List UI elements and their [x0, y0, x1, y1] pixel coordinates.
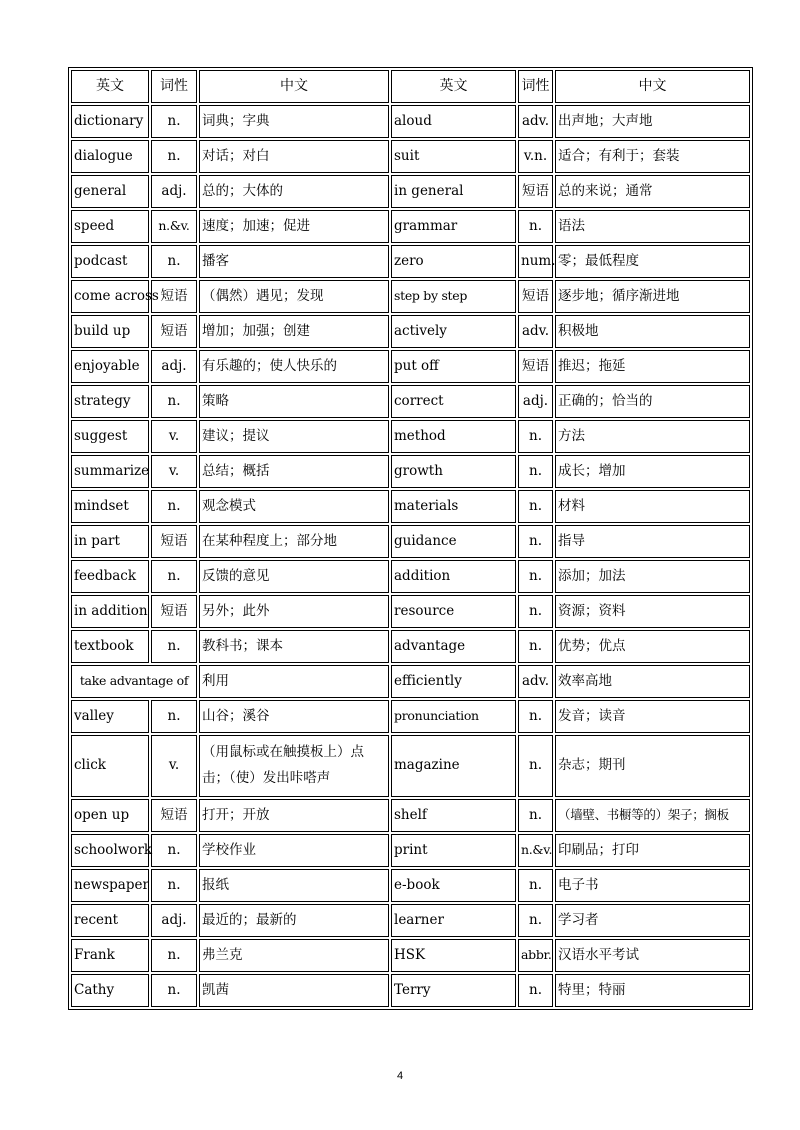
chinese-meaning: 利用	[199, 665, 389, 698]
english-word: open up	[71, 799, 149, 832]
chinese-meaning: 打开；开放	[199, 799, 389, 832]
part-of-speech: n.	[151, 140, 197, 173]
part-of-speech: n.	[151, 869, 197, 902]
english-word: method	[391, 420, 516, 453]
english-word: grammar	[391, 210, 516, 243]
chinese-meaning: 总的来说；通常	[555, 175, 750, 208]
part-of-speech: num.	[518, 245, 553, 278]
part-of-speech: n.&v.	[151, 210, 197, 243]
english-word: e-book	[391, 869, 516, 902]
english-word: click	[71, 735, 149, 797]
chinese-meaning: 报纸	[199, 869, 389, 902]
table-row	[71, 869, 750, 902]
english-word: Cathy	[71, 974, 149, 1007]
part-of-speech: n.	[518, 630, 553, 663]
table-row	[71, 245, 750, 278]
part-of-speech: n.	[518, 799, 553, 832]
chinese-meaning: 建议；提议	[199, 420, 389, 453]
table-row	[71, 974, 750, 1007]
chinese-meaning: 词典；字典	[199, 105, 389, 138]
part-of-speech: v.	[151, 735, 197, 797]
english-word: Frank	[71, 939, 149, 972]
table-row	[71, 140, 750, 173]
chinese-meaning: 印刷品；打印	[555, 834, 750, 867]
part-of-speech: 短语	[151, 799, 197, 832]
chinese-meaning: 发音；读音	[555, 700, 750, 733]
english-word: mindset	[71, 490, 149, 523]
part-of-speech: n.	[518, 420, 553, 453]
chinese-meaning: 零；最低程度	[555, 245, 750, 278]
chinese-meaning: （偶然）遇见；发现	[199, 280, 389, 313]
header-part-of-speech: 词性	[518, 70, 553, 103]
chinese-meaning: 资源；资料	[555, 595, 750, 628]
english-word: suit	[391, 140, 516, 173]
part-of-speech: n.	[151, 974, 197, 1007]
part-of-speech: n.&v.	[518, 834, 553, 867]
part-of-speech: n.	[151, 834, 197, 867]
part-of-speech: 短语	[518, 350, 553, 383]
table-row	[71, 799, 750, 832]
table-row	[71, 280, 750, 313]
part-of-speech: n.	[151, 700, 197, 733]
chinese-meaning: 总的；大体的	[199, 175, 389, 208]
header-english: 英文	[71, 70, 149, 103]
chinese-meaning: 积极地	[555, 315, 750, 348]
english-word: suggest	[71, 420, 149, 453]
part-of-speech: adj.	[151, 350, 197, 383]
english-word: recent	[71, 904, 149, 937]
table-row	[71, 315, 750, 348]
english-word: print	[391, 834, 516, 867]
english-word: enjoyable	[71, 350, 149, 383]
table-row	[71, 385, 750, 418]
table-row	[71, 939, 750, 972]
chinese-meaning: 适合；有利于；套装	[555, 140, 750, 173]
chinese-meaning: 方法	[555, 420, 750, 453]
part-of-speech: n.	[518, 595, 553, 628]
part-of-speech: adj.	[151, 904, 197, 937]
table-row	[71, 175, 750, 208]
table-row	[71, 420, 750, 453]
part-of-speech: n.	[151, 105, 197, 138]
vocabulary-table	[68, 67, 753, 1010]
english-word: Terry	[391, 974, 516, 1007]
english-word: feedback	[71, 560, 149, 593]
chinese-meaning: （墙壁、书橱等的）架子；搁板	[555, 799, 750, 832]
part-of-speech: adj.	[518, 385, 553, 418]
chinese-meaning: 杂志；期刊	[555, 735, 750, 797]
chinese-meaning: 观念模式	[199, 490, 389, 523]
header-chinese: 中文	[555, 70, 750, 103]
english-word: shelf	[391, 799, 516, 832]
english-word: newspaper	[71, 869, 149, 902]
part-of-speech: n.	[518, 904, 553, 937]
part-of-speech: n.	[518, 700, 553, 733]
part-of-speech: n.	[518, 974, 553, 1007]
table-row	[71, 595, 750, 628]
chinese-meaning: 弗兰克	[199, 939, 389, 972]
table-row	[71, 630, 750, 663]
part-of-speech: n.	[151, 385, 197, 418]
english-word: materials	[391, 490, 516, 523]
chinese-meaning: 汉语水平考试	[555, 939, 750, 972]
header-english: 英文	[391, 70, 516, 103]
part-of-speech: n.	[151, 490, 197, 523]
chinese-meaning: 策略	[199, 385, 389, 418]
english-word: growth	[391, 455, 516, 488]
english-word: advantage	[391, 630, 516, 663]
part-of-speech: n.	[518, 869, 553, 902]
english-word: schoolwork	[71, 834, 149, 867]
part-of-speech: n.	[151, 630, 197, 663]
chinese-meaning: 效率高地	[555, 665, 750, 698]
part-of-speech: adv.	[518, 105, 553, 138]
english-word: in general	[391, 175, 516, 208]
table-row	[71, 350, 750, 383]
chinese-meaning: 另外；此外	[199, 595, 389, 628]
english-word: build up	[71, 315, 149, 348]
english-word: zero	[391, 245, 516, 278]
chinese-meaning: 推迟；拖延	[555, 350, 750, 383]
part-of-speech: adv.	[518, 665, 553, 698]
part-of-speech: adj.	[151, 175, 197, 208]
english-word: learner	[391, 904, 516, 937]
english-word: strategy	[71, 385, 149, 418]
english-word: aloud	[391, 105, 516, 138]
part-of-speech: abbr.	[518, 939, 553, 972]
english-word: textbook	[71, 630, 149, 663]
english-word: come across	[71, 280, 149, 313]
part-of-speech: 短语	[518, 175, 553, 208]
chinese-meaning: 语法	[555, 210, 750, 243]
english-word: resource	[391, 595, 516, 628]
part-of-speech: v.	[151, 455, 197, 488]
table-row	[71, 665, 750, 698]
part-of-speech: 短语	[518, 280, 553, 313]
table-row	[71, 105, 750, 138]
table-header-row	[71, 70, 750, 103]
english-word: dictionary	[71, 105, 149, 138]
chinese-meaning: 正确的；恰当的	[555, 385, 750, 418]
part-of-speech: v.n.	[518, 140, 553, 173]
chinese-meaning: 增加；加强；创建	[199, 315, 389, 348]
chinese-meaning: （用鼠标或在触摸板上）点击；（使）发出咔嗒声	[199, 735, 389, 797]
english-word: take advantage of	[71, 665, 197, 698]
chinese-meaning: 添加；加法	[555, 560, 750, 593]
english-word: put off	[391, 350, 516, 383]
chinese-meaning: 教科书；课本	[199, 630, 389, 663]
table-row	[71, 490, 750, 523]
part-of-speech: 短语	[151, 280, 197, 313]
english-word: valley	[71, 700, 149, 733]
table-row	[71, 560, 750, 593]
chinese-meaning: 学校作业	[199, 834, 389, 867]
part-of-speech: n.	[518, 455, 553, 488]
english-word: in addition	[71, 595, 149, 628]
part-of-speech: v.	[151, 420, 197, 453]
chinese-meaning: 对话；对白	[199, 140, 389, 173]
part-of-speech: n.	[151, 939, 197, 972]
english-word: speed	[71, 210, 149, 243]
chinese-meaning: 山谷；溪谷	[199, 700, 389, 733]
english-word: efficiently	[391, 665, 516, 698]
english-word: magazine	[391, 735, 516, 797]
part-of-speech: 短语	[151, 525, 197, 558]
header-part-of-speech: 词性	[151, 70, 197, 103]
part-of-speech: n.	[518, 560, 553, 593]
chinese-meaning: 在某种程度上；部分地	[199, 525, 389, 558]
english-word: dialogue	[71, 140, 149, 173]
english-word: HSK	[391, 939, 516, 972]
part-of-speech: 短语	[151, 315, 197, 348]
table-row	[71, 525, 750, 558]
chinese-meaning: 总结；概括	[199, 455, 389, 488]
header-chinese: 中文	[199, 70, 389, 103]
chinese-meaning: 逐步地；循序渐进地	[555, 280, 750, 313]
chinese-meaning: 指导	[555, 525, 750, 558]
english-word: addition	[391, 560, 516, 593]
english-word: podcast	[71, 245, 149, 278]
table-row	[71, 834, 750, 867]
part-of-speech: n.	[518, 735, 553, 797]
chinese-meaning: 播客	[199, 245, 389, 278]
english-word: pronunciation	[391, 700, 516, 733]
table-row	[71, 904, 750, 937]
chinese-meaning: 凯茜	[199, 974, 389, 1007]
chinese-meaning: 电子书	[555, 869, 750, 902]
part-of-speech: n.	[518, 525, 553, 558]
chinese-meaning: 成长；增加	[555, 455, 750, 488]
part-of-speech: n.	[151, 245, 197, 278]
chinese-meaning: 材料	[555, 490, 750, 523]
page-number: 4	[396, 1070, 404, 1082]
part-of-speech: n.	[518, 210, 553, 243]
part-of-speech: n.	[151, 560, 197, 593]
table-row	[71, 700, 750, 733]
chinese-meaning: 最近的；最新的	[199, 904, 389, 937]
table-row	[71, 735, 750, 797]
chinese-meaning: 出声地；大声地	[555, 105, 750, 138]
english-word: step by step	[391, 280, 516, 313]
part-of-speech: 短语	[151, 595, 197, 628]
english-word: general	[71, 175, 149, 208]
chinese-meaning: 优势；优点	[555, 630, 750, 663]
english-word: guidance	[391, 525, 516, 558]
english-word: correct	[391, 385, 516, 418]
chinese-meaning: 特里；特丽	[555, 974, 750, 1007]
chinese-meaning: 有乐趣的；使人快乐的	[199, 350, 389, 383]
chinese-meaning: 学习者	[555, 904, 750, 937]
chinese-meaning: 反馈的意见	[199, 560, 389, 593]
table-row	[71, 210, 750, 243]
english-word: actively	[391, 315, 516, 348]
table-row	[71, 455, 750, 488]
english-word: in part	[71, 525, 149, 558]
english-word: summarize	[71, 455, 149, 488]
part-of-speech: adv.	[518, 315, 553, 348]
part-of-speech: n.	[518, 490, 553, 523]
chinese-meaning: 速度；加速；促进	[199, 210, 389, 243]
